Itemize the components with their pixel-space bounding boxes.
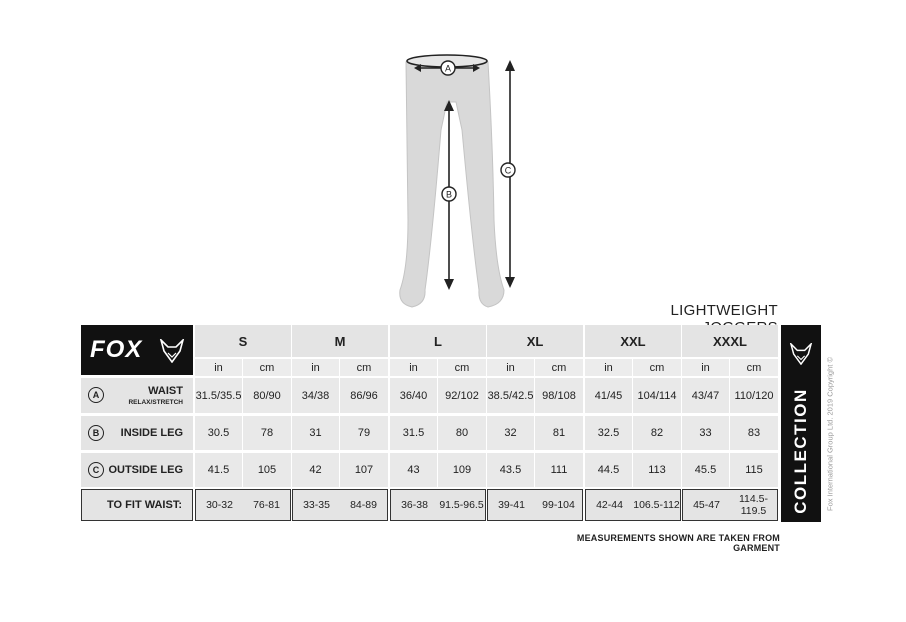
value-cell: 34/38 — [292, 378, 339, 413]
row-label-waist — [81, 378, 193, 413]
unit-in-header: in — [682, 359, 729, 376]
size-header: L — [390, 325, 486, 357]
copyright-text — [820, 346, 840, 522]
fit-waist-group — [195, 489, 291, 521]
fit-waist-group — [292, 489, 388, 521]
fit-waist-group — [585, 489, 681, 521]
value-cell: 105 — [243, 453, 291, 487]
value-cell: 31 — [292, 416, 339, 450]
unit-in-header: in — [585, 359, 632, 376]
value-cell: 107 — [340, 453, 388, 487]
value-cell: 104/114 — [633, 378, 681, 413]
row-label-text: OUTSIDE LEG — [108, 464, 183, 476]
value-cell: 31.5/35.5 — [195, 378, 242, 413]
value-cell: 33 — [682, 416, 729, 450]
fit-waist-value: 76-81 — [253, 499, 280, 511]
marker-b-label: B — [445, 189, 453, 200]
row-label-text: INSIDE LEG — [120, 427, 183, 439]
unit-in-header: in — [390, 359, 437, 376]
unit-cm-header: cm — [633, 359, 681, 376]
value-cell: 78 — [243, 416, 291, 450]
value-cell: 86/96 — [340, 378, 388, 413]
fox-head-icon — [789, 343, 813, 365]
size-header: M — [292, 325, 388, 357]
value-cell: 82 — [633, 416, 681, 450]
value-cell: 32 — [487, 416, 534, 450]
page-title: LIGHTWEIGHT — [670, 302, 778, 319]
value-cell: 98/108 — [535, 378, 583, 413]
unit-cm-header: cm — [340, 359, 388, 376]
value-cell: 42 — [292, 453, 339, 487]
size-header: XXXL — [682, 325, 778, 357]
unit-cm-header: cm — [730, 359, 778, 376]
fox-head-icon — [159, 339, 185, 363]
unit-in-header: in — [195, 359, 242, 376]
fit-waist-group — [682, 489, 778, 521]
row-label-inside-leg — [81, 416, 193, 450]
value-cell: 110/120 — [730, 378, 778, 413]
size-header: S — [195, 325, 291, 357]
value-cell: 83 — [730, 416, 778, 450]
marker-c-badge: C — [88, 462, 104, 478]
value-cell: 109 — [438, 453, 486, 487]
joggers-diagram — [380, 48, 540, 318]
fit-waist-value: 33-35 — [303, 499, 330, 511]
value-cell: 111 — [535, 453, 583, 487]
unit-cm-header: cm — [438, 359, 486, 376]
value-cell: 80 — [438, 416, 486, 450]
value-cell: 79 — [340, 416, 388, 450]
value-cell: 113 — [633, 453, 681, 487]
value-cell: 45.5 — [682, 453, 729, 487]
fit-waist-value: 84-89 — [350, 499, 377, 511]
fit-waist-value: 91.5-96.5 — [439, 499, 484, 511]
fit-waist-value: 30-32 — [206, 499, 233, 511]
unit-in-header: in — [487, 359, 534, 376]
marker-a-badge: A — [88, 387, 104, 403]
value-cell: 31.5 — [390, 416, 437, 450]
collection-block — [781, 325, 821, 522]
value-cell: 43/47 — [682, 378, 729, 413]
value-cell: 41/45 — [585, 378, 632, 413]
value-cell: 38.5/42.5 — [487, 378, 534, 413]
fit-waist-group — [390, 489, 486, 521]
row-label-outside-leg — [81, 453, 193, 487]
fit-waist-value: 114.5-119.5 — [739, 493, 768, 517]
value-cell: 43 — [390, 453, 437, 487]
fit-waist-label: TO FIT WAIST: — [81, 489, 193, 521]
unit-cm-header: cm — [535, 359, 583, 376]
joggers-silhouette — [400, 62, 504, 307]
fit-waist-value: 36-38 — [401, 499, 428, 511]
measurement-note: MEASUREMENTS SHOWN ARE TAKEN FROM GARMENT — [576, 533, 780, 553]
value-cell: 44.5 — [585, 453, 632, 487]
fit-waist-value: 45-47 — [693, 499, 720, 511]
size-header: XL — [487, 325, 583, 357]
value-cell: 36/40 — [390, 378, 437, 413]
copyright-label: Fox International Group Ltd. 2019 Copyright © — [825, 357, 835, 511]
fit-waist-value: 106.5-112 — [633, 499, 680, 511]
row-sublabel-text: RELAX/STRETCH — [128, 399, 183, 406]
value-cell: 32.5 — [585, 416, 632, 450]
marker-c-label: C — [504, 165, 512, 176]
value-cell: 43.5 — [487, 453, 534, 487]
row-label-text: WAIST — [148, 385, 183, 397]
collection-label: COLLECTION — [791, 388, 810, 514]
fit-waist-value: 39-41 — [498, 499, 525, 511]
fit-waist-value: 99-104 — [542, 499, 575, 511]
value-cell: 92/102 — [438, 378, 486, 413]
unit-in-header: in — [292, 359, 339, 376]
fox-logo — [81, 325, 193, 375]
size-header: XXL — [585, 325, 681, 357]
marker-b-badge: B — [88, 425, 104, 441]
unit-cm-header: cm — [243, 359, 291, 376]
value-cell: 80/90 — [243, 378, 291, 413]
value-cell: 41.5 — [195, 453, 242, 487]
marker-a-label: A — [444, 63, 452, 74]
brand-name: FOX — [90, 336, 143, 363]
value-cell: 81 — [535, 416, 583, 450]
value-cell: 30.5 — [195, 416, 242, 450]
fit-waist-group — [487, 489, 583, 521]
fit-waist-value: 42-44 — [596, 499, 623, 511]
value-cell: 115 — [730, 453, 778, 487]
